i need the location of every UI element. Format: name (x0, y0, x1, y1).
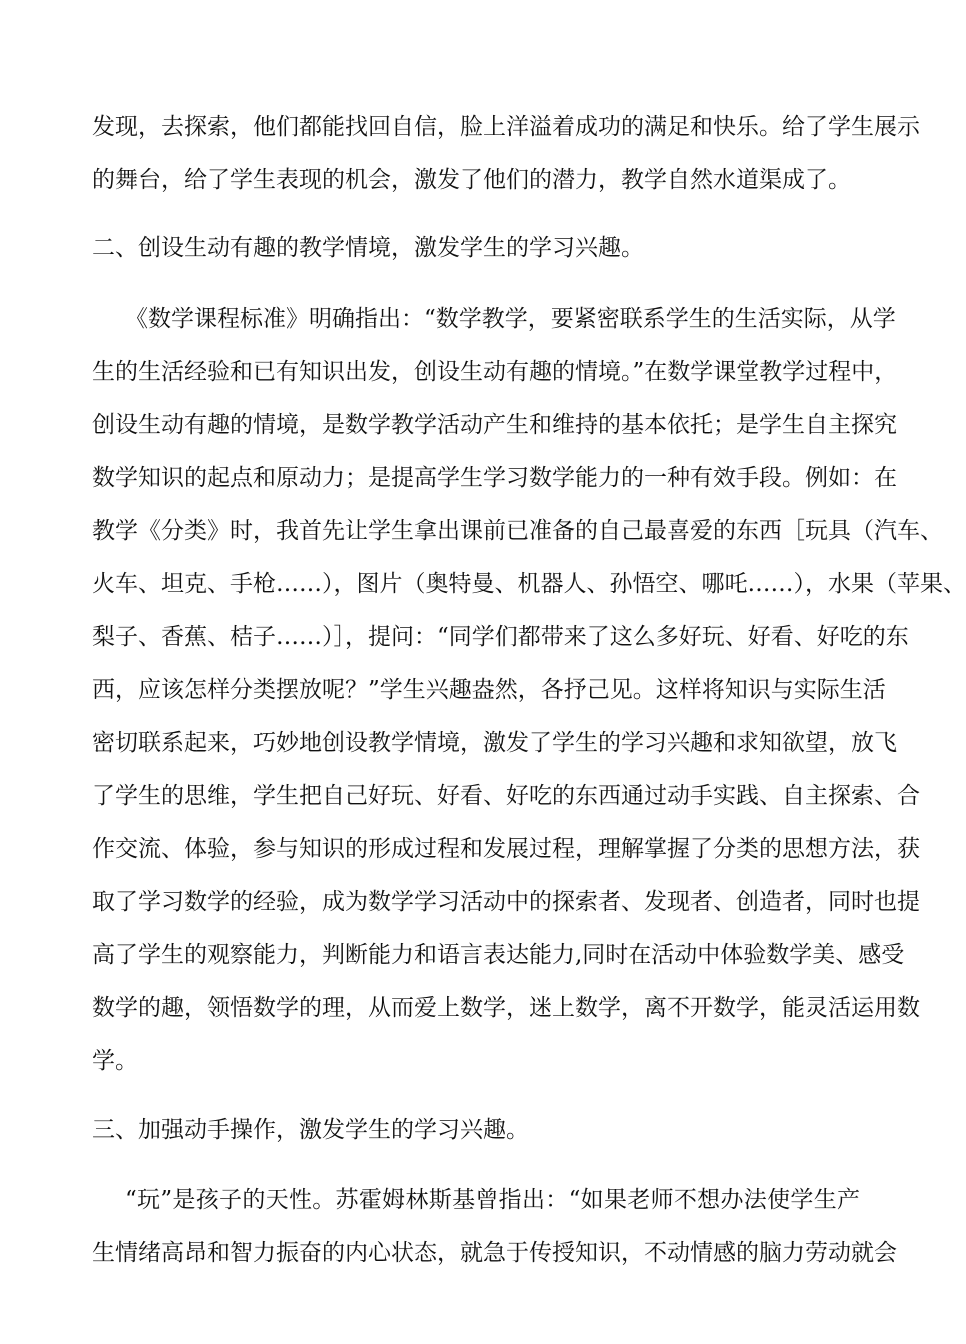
paragraph-line: “玩”是孩子的天性。苏霍姆林斯基曾指出：“如果老师不想办法使学生产 (125, 1187, 860, 1213)
paragraph-line: 数学的趣，领悟数学的理，从而爱上数学，迷上数学，离不开数学，能灵活运用数 (92, 995, 920, 1021)
paragraph-line: 了学生的思维，学生把自己好玩、好看、好吃的东西通过动手实践、自主探索、合 (92, 783, 920, 809)
paragraph-line: 取了学习数学的经验，成为数学学习活动中的探索者、发现者、创造者，同时也提 (92, 889, 920, 915)
paragraph-line: 梨子、香蕉、桔子……）］，提问：“同学们都带来了这么多好玩、好看、好吃的东 (92, 624, 909, 650)
paragraph-line: 密切联系起来，巧妙地创设教学情境，激发了学生的学习兴趣和求知欲望，放飞 (92, 730, 897, 756)
paragraph-line: 西，应该怎样分类摆放呢？”学生兴趣盎然，各抒己见。这样将知识与实际生活 (92, 677, 886, 703)
paragraph-line: 生的生活经验和已有知识出发，创设生动有趣的情境。”在数学课堂教学过程中， (92, 359, 898, 385)
paragraph-line: 的舞台，给了学生表现的机会，激发了他们的潜力，教学自然水道渠成了。 (92, 167, 851, 193)
paragraph-line: 《数学课程标准》明确指出：“数学教学，要紧密联系学生的生活实际，从学 (125, 306, 896, 332)
section-heading: 三、加强动手操作，激发学生的学习兴趣。 (92, 1117, 529, 1143)
paragraph-line: 创设生动有趣的情境，是数学教学活动产生和维持的基本依托；是学生自主探究 (92, 412, 897, 438)
section-heading: 二、创设生动有趣的教学情境，激发学生的学习兴趣。 (92, 235, 644, 261)
paragraph-line: 火车、坦克、手枪……），图片（奥特曼、机器人、孙悟空、哪吒……），水果（苹果、 (92, 571, 966, 597)
paragraph-line: 高了学生的观察能力，判断能力和语言表达能力,同时在活动中体验数学美、感受 (92, 942, 905, 968)
paragraph-line: 生情绪高昂和智力振奋的内心状态，就急于传授知识，不动情感的脑力劳动就会 (92, 1240, 897, 1266)
paragraph-line: 发现，去探索，他们都能找回自信，脸上洋溢着成功的满足和快乐。给了学生展示 (92, 114, 920, 140)
paragraph-line: 数学知识的起点和原动力；是提高学生学习数学能力的一种有效手段。例如：在 (92, 465, 897, 491)
paragraph-line: 教学《分类》时，我首先让学生拿出课前已准备的自己最喜爱的东西［玩具（汽车、 (92, 518, 943, 544)
paragraph-line: 学。 (92, 1048, 138, 1074)
paragraph-line: 作交流、体验，参与知识的形成过程和发展过程，理解掌握了分类的思想方法，获 (92, 836, 920, 862)
